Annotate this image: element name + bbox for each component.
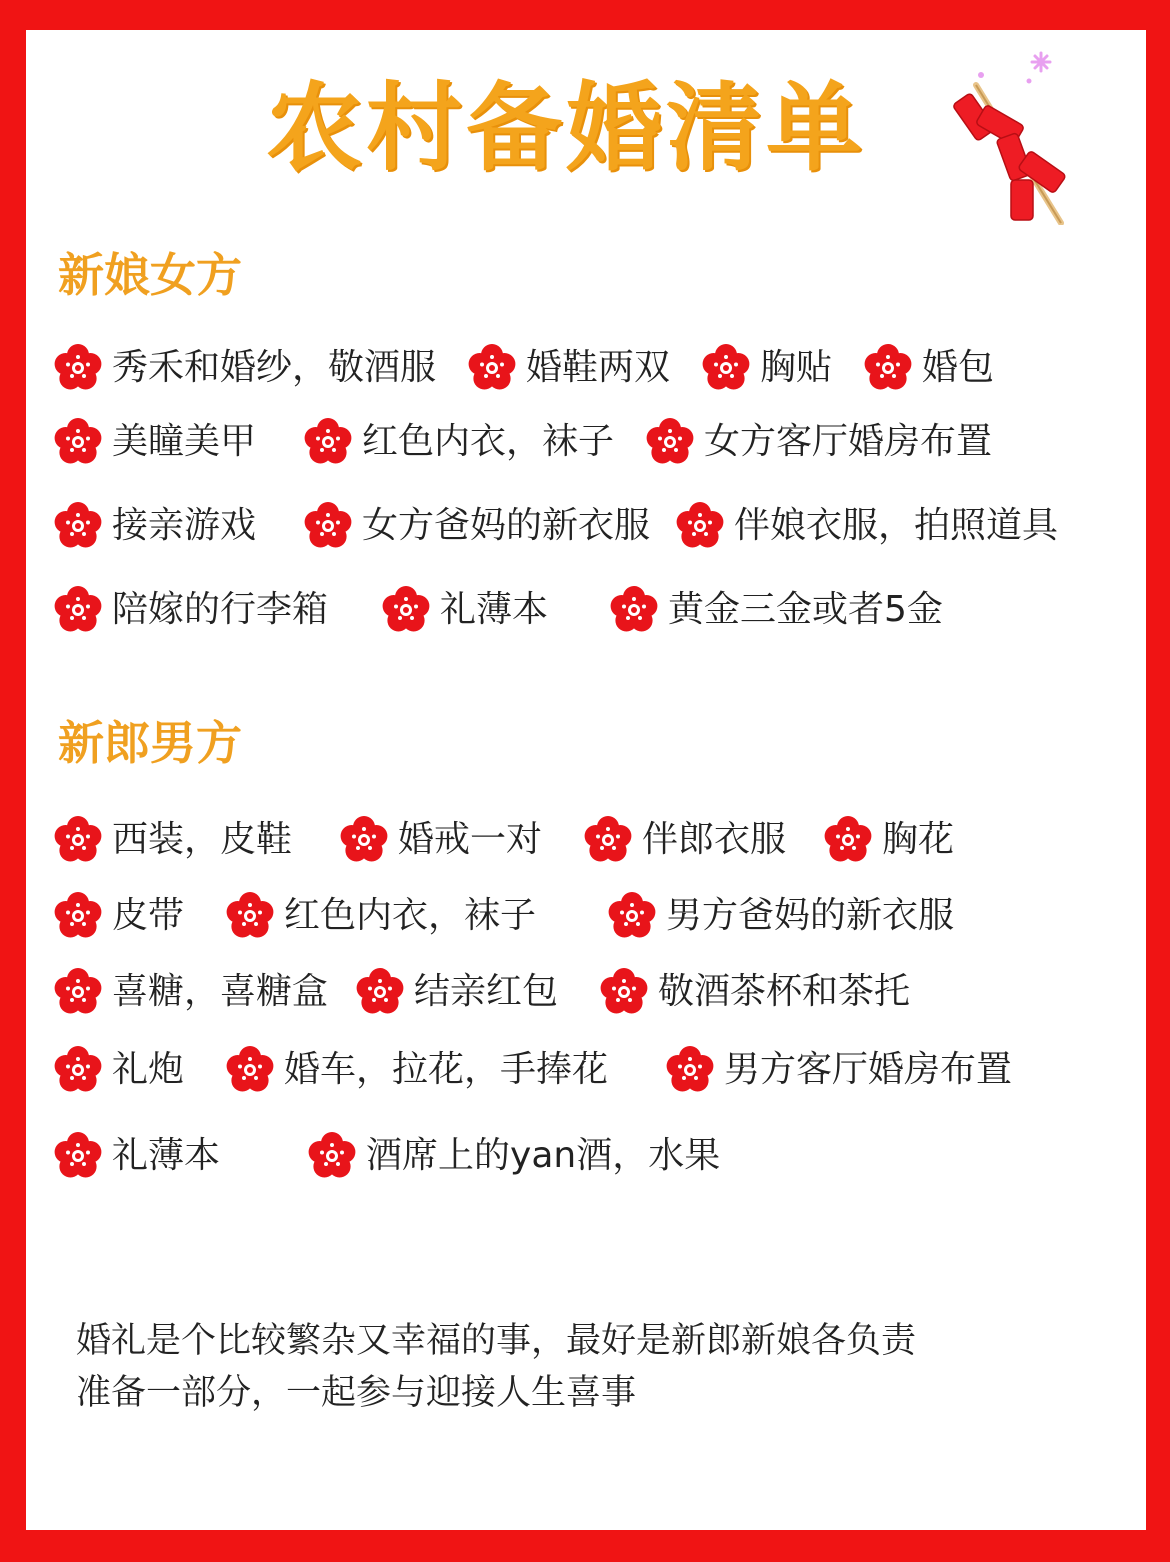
plum-flower-icon [644, 416, 696, 468]
list-item: 女方爸妈的新衣服 [302, 500, 650, 552]
list-item: 礼薄本 [52, 1130, 220, 1182]
plum-flower-icon [306, 1130, 358, 1182]
list-item: 西装，皮鞋 [52, 814, 292, 866]
list-item: 陪嫁的行李箱 [52, 584, 328, 636]
plum-flower-icon [466, 342, 518, 394]
page-title: 农村备婚清单 [266, 72, 866, 184]
plum-flower-icon [52, 500, 104, 552]
plum-flower-icon [674, 500, 726, 552]
list-item: 胸花 [822, 814, 954, 866]
list-item: 礼薄本 [380, 584, 548, 636]
groom-section-heading: 新郎男方 [58, 716, 242, 770]
plum-flower-icon [52, 342, 104, 394]
plum-flower-icon [52, 1130, 104, 1182]
plum-flower-icon [338, 814, 390, 866]
list-item: 男方客厅婚房布置 [664, 1044, 1012, 1096]
plum-flower-icon [608, 584, 660, 636]
plum-flower-icon [224, 1044, 276, 1096]
plum-flower-icon [52, 890, 104, 942]
list-item: 秀禾和婚纱，敬酒服 [52, 342, 436, 394]
list-item: 婚鞋两双 [466, 342, 670, 394]
plum-flower-icon [52, 814, 104, 866]
groom-row-5 [52, 1130, 1136, 1182]
bride-row-3 [52, 500, 1136, 552]
list-item: 礼炮 [52, 1044, 184, 1096]
plum-flower-icon [582, 814, 634, 866]
plum-flower-icon [302, 500, 354, 552]
closing-note-line-1: 婚礼是个比较繁杂又幸福的事，最好是新郎新娘各负责 [76, 1321, 917, 1361]
closing-note-line-2: 准备一部分，一起参与迎接人生喜事 [76, 1373, 637, 1413]
list-item: 美瞳美甲 [52, 416, 256, 468]
plum-flower-icon [52, 584, 104, 636]
firecracker-icon [941, 45, 1071, 225]
plum-flower-icon [598, 966, 650, 1018]
list-item: 黄金三金或者5金 [608, 584, 943, 636]
list-item: 结亲红包 [354, 966, 558, 1018]
list-item: 胸贴 [700, 342, 832, 394]
list-item: 接亲游戏 [52, 500, 256, 552]
groom-row-1 [52, 814, 1136, 866]
plum-flower-icon [224, 890, 276, 942]
list-item: 婚戒一对 [338, 814, 542, 866]
groom-row-3 [52, 966, 1136, 1018]
bride-row-2 [52, 416, 1136, 468]
plum-flower-icon [606, 890, 658, 942]
plum-flower-icon [700, 342, 752, 394]
plum-flower-icon [862, 342, 914, 394]
plum-flower-icon [52, 1044, 104, 1096]
plum-flower-icon [52, 416, 104, 468]
list-item: 敬酒茶杯和茶托 [598, 966, 910, 1018]
plum-flower-icon [302, 416, 354, 468]
plum-flower-icon [380, 584, 432, 636]
list-item: 红色内衣，袜子 [302, 416, 614, 468]
bride-row-1 [52, 342, 1136, 394]
bride-row-4 [52, 584, 1136, 636]
list-item: 伴娘衣服，拍照道具 [674, 500, 1058, 552]
list-item: 伴郎衣服 [582, 814, 786, 866]
groom-row-4 [52, 1044, 1136, 1096]
plum-flower-icon [822, 814, 874, 866]
bride-section-heading: 新娘女方 [58, 248, 242, 302]
list-item: 喜糖，喜糖盒 [52, 966, 328, 1018]
plum-flower-icon [52, 966, 104, 1018]
checklist-card [26, 30, 1146, 1530]
list-item: 男方爸妈的新衣服 [606, 890, 954, 942]
groom-row-2 [52, 890, 1136, 942]
closing-note [76, 1315, 916, 1419]
list-item: 皮带 [52, 890, 184, 942]
plum-flower-icon [664, 1044, 716, 1096]
list-item: 女方客厅婚房布置 [644, 416, 992, 468]
plum-flower-icon [354, 966, 406, 1018]
list-item: 婚包 [862, 342, 994, 394]
list-item: 婚车，拉花，手捧花 [224, 1044, 608, 1096]
list-item: 酒席上的yan酒，水果 [306, 1130, 720, 1182]
list-item: 红色内衣，袜子 [224, 890, 536, 942]
